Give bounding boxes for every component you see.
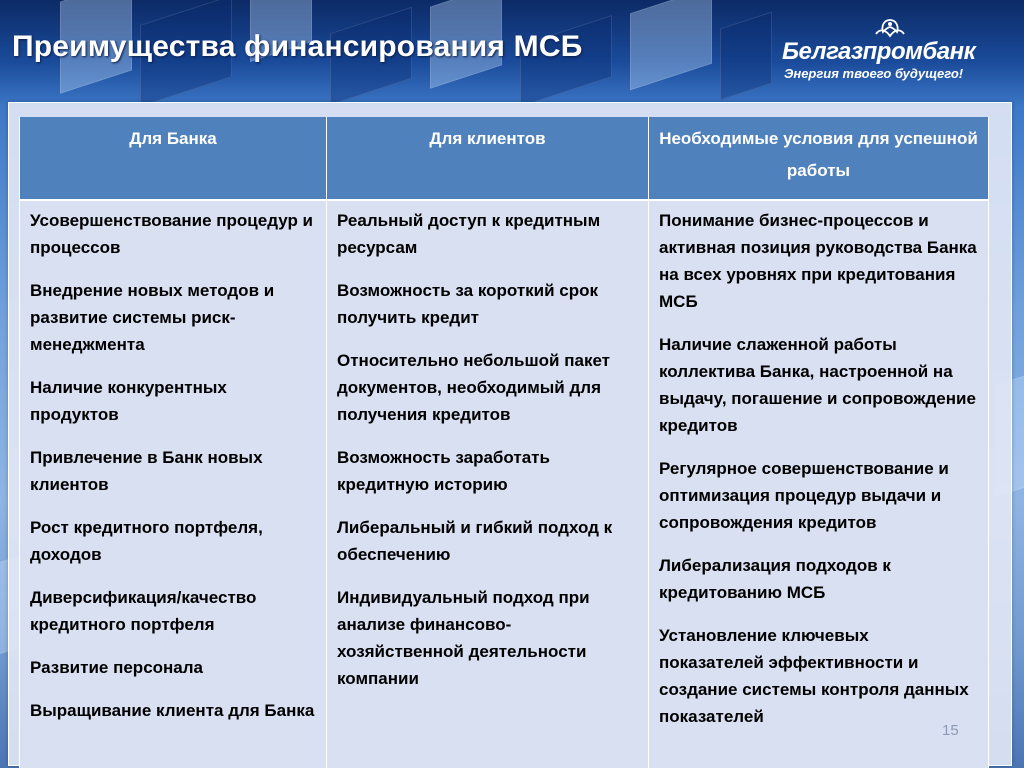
column-for-clients [327, 200, 649, 768]
list-item: Рост кредитного портфеля, доходов [30, 518, 263, 564]
list-item: Внедрение новых методов и развитие системы риск-менеджмента [30, 281, 275, 354]
list-item: Либерализация подходов к кредитованию МСБ [659, 556, 891, 602]
logo-slogan: Энергия твоего будущего! [784, 66, 964, 81]
list-item: Индивидуальный подход при анализе финансово-хозяйственной деятельности компании [337, 588, 590, 688]
logo-emblem-icon [872, 18, 908, 40]
list-item: Установление ключевых показателей эффективности и создание системы контроля данных показателей [659, 626, 969, 726]
background-tile [720, 12, 772, 101]
logo-name: Белгазпромбанк [782, 38, 976, 65]
list-item: Привлечение в Банк новых клиентов [30, 448, 263, 494]
table-header-row [20, 117, 989, 200]
slide-number: 15 [942, 722, 959, 739]
list-item: Наличие конкурентных продуктов [30, 378, 227, 424]
column-required-conditions [649, 200, 989, 768]
advantages-table [19, 117, 989, 768]
list-item: Либеральный и гибкий подход к обеспечению [337, 518, 613, 564]
list-item: Понимание бизнес-процессов и активная позиция руководства Банка на всех уровнях при кредитования МСБ [659, 211, 977, 311]
header-required-conditions: Необходимые условия для успешной работы [649, 117, 989, 200]
list-item: Возможность за короткий срок получить кредит [337, 281, 599, 327]
table-row [20, 200, 989, 768]
slide-title: Преимущества финансирования МСБ [12, 30, 583, 63]
header-for-bank: Для Банка [20, 117, 327, 200]
list-item: Усовершенствование процедур и процессов [30, 211, 313, 257]
column-for-bank [20, 200, 327, 768]
list-item: Диверсификация/качество кредитного портфеля [30, 588, 257, 634]
list-item: Развитие персонала [30, 658, 204, 677]
header-for-clients: Для клиентов [327, 117, 649, 200]
list-item: Регулярное совершенствование и оптимизация процедур выдачи и сопровождения кредитов [659, 459, 949, 532]
bank-logo [776, 18, 1000, 86]
list-item: Выращивание клиента для Банка [30, 701, 315, 720]
list-item: Наличие слаженной работы коллектива Банка, настроенной на выдачу, погашение и сопровождение кредитов [659, 335, 976, 435]
list-item: Относительно небольшой пакет документов, необходимый для получения кредитов [337, 351, 611, 424]
list-item: Возможность заработать кредитную историю [337, 448, 550, 494]
list-item: Реальный доступ к кредитным ресурсам [337, 211, 601, 257]
background-tile [630, 0, 712, 90]
